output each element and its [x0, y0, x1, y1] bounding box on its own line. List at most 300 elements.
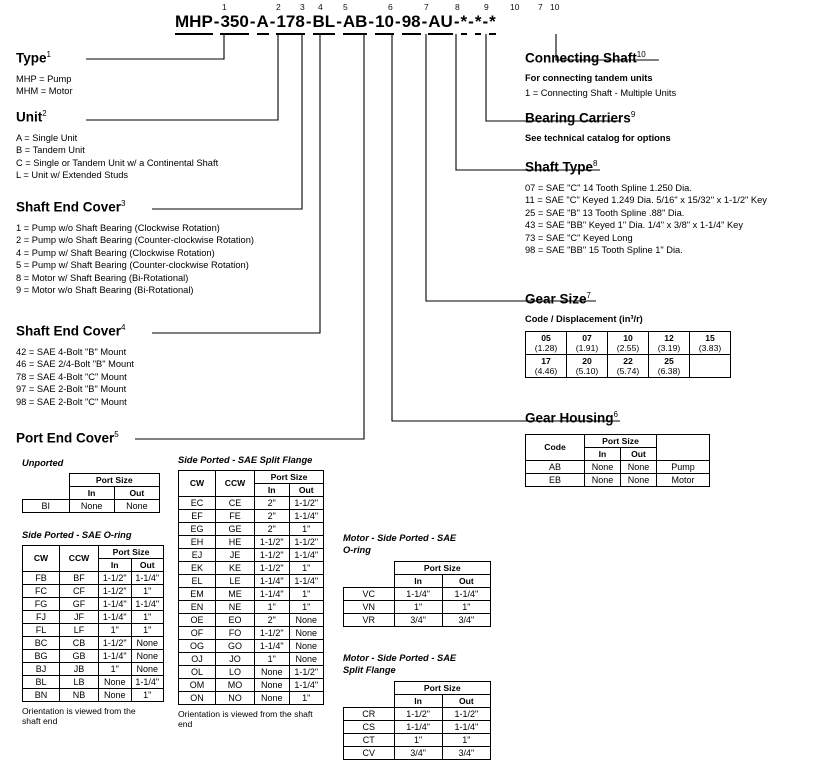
cell-code: BG: [23, 649, 60, 662]
table-row: [23, 649, 164, 662]
table-row: [179, 587, 324, 600]
cell-out: 1": [289, 561, 324, 574]
list-item: 2 = Pump w/o Shaft Bearing (Counter-clockwise Rotation): [16, 235, 254, 246]
code-token-opt2: *: [475, 12, 482, 35]
cell-code: FO: [216, 626, 255, 639]
cell-in: 2": [255, 522, 290, 535]
cell-in: None: [255, 665, 290, 678]
cell-out: 1-1/2": [289, 665, 324, 678]
cell-code: EC: [179, 496, 216, 509]
blank-header: [23, 473, 70, 486]
list-item: 73 = SAE "C" Keyed Long: [525, 232, 633, 243]
section-connecting-shaft: [525, 50, 676, 100]
cell-in: 1-1/4": [99, 597, 132, 610]
list-item: 1 = Connecting Shaft - Multiple Units: [525, 88, 677, 99]
port-size-header: Port Size: [394, 682, 491, 695]
list-item: 5 = Pump w/ Shaft Bearing (Counter-clockwise Rotation): [16, 260, 249, 271]
cell-code: FG: [23, 597, 60, 610]
cell-code: BF: [60, 571, 99, 584]
table-caption: Motor - Side Ported - SAE Split Flange: [343, 653, 457, 675]
port-size-header: Port Size: [585, 434, 657, 447]
cell-code: OL: [179, 665, 216, 678]
table-row: [23, 610, 164, 623]
list-item: 98 = SAE "BB" 15 Tooth Spline 1" Dia.: [525, 245, 683, 256]
code-token-series: 350: [220, 12, 248, 35]
blank-header: [344, 562, 395, 588]
code-num: 8: [455, 2, 460, 12]
table-row: [179, 522, 324, 535]
section-title: Gear Size$^7$: [525, 291, 591, 307]
cell-gear-size: [690, 355, 731, 378]
cell-code: CV: [344, 747, 395, 760]
cell-code: EN: [179, 600, 216, 613]
table-motor-split-flange: [343, 653, 491, 760]
table-row: [23, 675, 164, 688]
cell-code: EF: [179, 509, 216, 522]
cell-in: None: [99, 688, 132, 701]
table-side-ported-oring: [22, 530, 164, 727]
cell-in: 1-1/2": [99, 571, 132, 584]
table-row: [344, 721, 491, 734]
section-title: Gear Housing$^6$: [525, 410, 618, 426]
list-item: 78 = SAE 4-Bolt "C" Mount: [16, 371, 127, 382]
code-num: 3: [300, 2, 305, 12]
code-dash: -: [305, 12, 312, 31]
cell-out: 1": [442, 601, 490, 614]
cell-code: BJ: [23, 662, 60, 675]
cell-out: 1": [289, 587, 324, 600]
code-token-sec4: 78: [286, 12, 305, 35]
col-in: In: [99, 558, 132, 571]
col-out: Out: [289, 483, 324, 496]
section-title: Shaft Type$^8$: [525, 159, 598, 175]
code-dash: -: [368, 12, 375, 31]
list-item: 11 = SAE "C" Keyed 1.249 Dia. 5/16" x 15/32" x 1-1/2" Key: [525, 195, 767, 206]
cell-type: Motor: [657, 473, 710, 486]
cell-code: OG: [179, 639, 216, 652]
cell-code: JF: [60, 610, 99, 623]
table-row: [179, 496, 324, 509]
cell-in: 1": [394, 734, 442, 747]
table-row: [526, 355, 731, 378]
section-title: Port End Cover$^5$: [16, 430, 119, 446]
cell-code: AB: [526, 460, 585, 473]
cell-code: LF: [60, 623, 99, 636]
table-unported: [22, 458, 160, 513]
col-ccw: CCW: [60, 545, 99, 571]
table-row: [179, 652, 324, 665]
cell-out: 1-1/2": [289, 535, 324, 548]
code-dash: -: [249, 12, 256, 31]
cell-in: 2": [255, 496, 290, 509]
code-num: 1: [222, 2, 227, 12]
cell-code: EH: [179, 535, 216, 548]
table-row: [23, 636, 164, 649]
col-out: Out: [131, 558, 164, 571]
cell-in: 1-1/2": [255, 561, 290, 574]
cell-in: 2": [255, 613, 290, 626]
code-token-opt3: *: [489, 12, 496, 35]
table-row: [179, 665, 324, 678]
model-code-string: [175, 12, 496, 35]
table-caption: Side Ported - SAE Split Flange: [178, 455, 313, 465]
table-row: [179, 561, 324, 574]
port-size-header: Port Size: [69, 473, 160, 486]
cell-code: EJ: [179, 548, 216, 561]
cell-gear-size: 22 (5.74): [608, 355, 649, 378]
cell-out: None: [289, 639, 324, 652]
cell-code: HE: [216, 535, 255, 548]
code-dash: -: [453, 12, 460, 31]
table-motor-oring: [343, 533, 491, 627]
section-unit: [16, 109, 218, 182]
table-caption: Unported: [22, 458, 64, 468]
cell-out: 1": [289, 691, 324, 704]
cell-code: CF: [60, 584, 99, 597]
col-cw: CW: [23, 545, 60, 571]
col-in: In: [394, 575, 442, 588]
cell-code: EM: [179, 587, 216, 600]
cell-code: CR: [344, 708, 395, 721]
cell-out: 1-1/4": [131, 571, 164, 584]
cell-in: 1": [99, 623, 132, 636]
table-row: [23, 688, 164, 701]
table-note: Orientation is viewed from the shaft end: [22, 705, 136, 726]
list-item: L = Unit w/ Extended Studs: [16, 170, 129, 181]
code-token-opt1: *: [461, 12, 468, 35]
cell-code: FB: [23, 571, 60, 584]
cell-out: 1-1/4": [442, 588, 490, 601]
code-num: 7: [424, 2, 429, 12]
table-row: [23, 662, 164, 675]
cell-in: 1-1/4": [255, 639, 290, 652]
cell-in: 1-1/2": [255, 626, 290, 639]
cell-code: LO: [216, 665, 255, 678]
cell-in: 1": [255, 600, 290, 613]
cell-out: 1-1/4": [289, 574, 324, 587]
table-row: [179, 509, 324, 522]
cell-out: 1-1/4": [289, 678, 324, 691]
list-item: 9 = Motor w/o Shaft Bearing (Bi-Rotational): [16, 285, 194, 296]
section-title: Type$^1$: [16, 50, 51, 66]
cell-out: 1-1/2": [442, 708, 490, 721]
code-token-sec3: 1: [276, 12, 285, 35]
table-row: [23, 571, 164, 584]
cell-gear-size: 07 (1.91): [567, 332, 608, 355]
section-gear-size: [525, 291, 731, 378]
code-num: 7: [538, 2, 543, 12]
table-row: [23, 584, 164, 597]
col-code: Code: [526, 434, 585, 460]
cell-gear-size: 05 (1.28): [526, 332, 567, 355]
list-item: 07 = SAE "C" 14 Tooth Spline 1.250 Dia.: [525, 182, 692, 193]
code-num: 4: [318, 2, 323, 12]
cell-code: VR: [344, 614, 395, 627]
code-num: 5: [343, 2, 348, 12]
code-token-pec: BL: [313, 12, 336, 35]
cell-out: 1": [289, 522, 324, 535]
section-title: Unit$^2$: [16, 109, 47, 125]
cell-code: GF: [60, 597, 99, 610]
table-row: [344, 708, 491, 721]
section-title: Connecting Shaft$^{10}$: [525, 50, 646, 66]
code-num: 10: [510, 2, 520, 12]
cell-out: 3/4": [442, 747, 490, 760]
cell-out: 1-1/4": [131, 597, 164, 610]
section-bearing-carriers: [525, 110, 671, 144]
cell-code: JE: [216, 548, 255, 561]
cell-code: NO: [216, 691, 255, 704]
cell-out: 1-1/4": [442, 721, 490, 734]
cell-code: EK: [179, 561, 216, 574]
cell-code: NB: [60, 688, 99, 701]
section-title: Shaft End Cover$^4$: [16, 323, 126, 339]
cell-in: 1-1/2": [255, 535, 290, 548]
cell-code: LB: [60, 675, 99, 688]
table-caption: Motor - Side Ported - SAE O-ring: [343, 533, 457, 555]
cell-code: KE: [216, 561, 255, 574]
section-port-end-cover: [16, 430, 119, 446]
cell-code: CB: [60, 636, 99, 649]
cell-out: None: [131, 649, 164, 662]
table-row: [179, 613, 324, 626]
cell-in: None: [69, 499, 114, 512]
cell-gear-size: 15 (3.83): [690, 332, 731, 355]
cell-in: 1": [99, 662, 132, 675]
table-row: [344, 588, 491, 601]
cell-code: GB: [60, 649, 99, 662]
cell-out: None: [114, 499, 159, 512]
code-token-shaft: 98: [402, 12, 421, 35]
col-out: Out: [621, 447, 657, 460]
cell-code: FJ: [23, 610, 60, 623]
cell-in: None: [255, 691, 290, 704]
code-token-type: MHP: [175, 12, 213, 35]
cell-out: None: [131, 662, 164, 675]
cell-gear-size: 12 (3.19): [649, 332, 690, 355]
cell-code: FC: [23, 584, 60, 597]
blank-header: [657, 434, 710, 460]
cell-in: 1": [394, 601, 442, 614]
table-row: [23, 623, 164, 636]
cell-code: EO: [216, 613, 255, 626]
cell-in: 3/4": [394, 747, 442, 760]
table-row: [344, 734, 491, 747]
cell-code: BN: [23, 688, 60, 701]
cell-out: 1-1/4": [289, 509, 324, 522]
cell-code: VN: [344, 601, 395, 614]
list-item: 43 = SAE "BB" Keyed 1" Dia. 1/4" x 3/8" x 1-1/4" Key: [525, 220, 743, 231]
section-shaft-type: [525, 159, 767, 257]
cell-code: OJ: [179, 652, 216, 665]
code-num: 2: [276, 2, 281, 12]
table-row: [179, 691, 324, 704]
code-token-gear: 10: [375, 12, 394, 35]
table-row: [179, 600, 324, 613]
table-row: [344, 601, 491, 614]
cell-gear-size: 17 (4.46): [526, 355, 567, 378]
section-subtitle: Code / Displacement (in³/r): [525, 313, 643, 324]
list-item: C = Single or Tandem Unit w/ a Continental Shaft: [16, 157, 219, 168]
cell-out: 1-1/2": [289, 496, 324, 509]
table-row: [344, 747, 491, 760]
section-title: Shaft End Cover$^3$: [16, 199, 126, 215]
cell-code: FL: [23, 623, 60, 636]
cell-code: GE: [216, 522, 255, 535]
cell-code: EL: [179, 574, 216, 587]
table-row: [526, 332, 731, 355]
col-out: Out: [114, 486, 159, 499]
table-row: [179, 626, 324, 639]
table-row: [344, 614, 491, 627]
cell-in: None: [585, 473, 621, 486]
cell-code: BL: [23, 675, 60, 688]
table-note: Orientation is viewed from the shaft end: [178, 708, 313, 729]
cell-in: 1-1/2": [99, 636, 132, 649]
port-size-header: Port Size: [394, 562, 491, 575]
col-in: In: [585, 447, 621, 460]
cell-out: 1": [131, 623, 164, 636]
cell-in: 3/4": [394, 614, 442, 627]
list-item: 25 = SAE "B" 13 Tooth Spline .88" Dia.: [525, 207, 685, 218]
code-dash: -: [468, 12, 474, 31]
cell-in: None: [99, 675, 132, 688]
list-item: MHP = Pump: [16, 73, 72, 84]
col-ccw: CCW: [216, 470, 255, 496]
cell-code: JO: [216, 652, 255, 665]
code-dash: -: [213, 12, 220, 31]
list-item: MHM = Motor: [16, 86, 73, 97]
section-subtitle: See technical catalog for options: [525, 132, 671, 143]
list-item: 1 = Pump w/o Shaft Bearing (Clockwise Rotation): [16, 222, 220, 233]
cell-out: None: [289, 652, 324, 665]
code-token-unit: A: [257, 12, 269, 35]
col-cw: CW: [179, 470, 216, 496]
section-title: Bearing Carriers$^9$: [525, 110, 636, 126]
table-row: [179, 678, 324, 691]
code-num: 10: [550, 2, 560, 12]
table-caption: Side Ported - SAE O-ring: [22, 530, 132, 540]
section-subtitle: For connecting tandem units: [525, 72, 653, 83]
cell-out: 3/4": [442, 614, 490, 627]
table-row: [179, 548, 324, 561]
cell-out: None: [621, 460, 657, 473]
table-side-ported-split-flange: [178, 455, 348, 730]
cell-code: BC: [23, 636, 60, 649]
code-token-housing: AB: [343, 12, 368, 35]
cell-code: EG: [179, 522, 216, 535]
cell-in: 2": [255, 509, 290, 522]
cell-code: OE: [179, 613, 216, 626]
cell-code: OM: [179, 678, 216, 691]
col-out: Out: [442, 575, 490, 588]
col-in: In: [69, 486, 114, 499]
cell-gear-size: 10 (2.55): [608, 332, 649, 355]
list-item: 42 = SAE 4-Bolt "B" Mount: [16, 346, 127, 357]
cell-out: 1": [131, 584, 164, 597]
code-num: 6: [388, 2, 393, 12]
cell-code: FE: [216, 509, 255, 522]
cell-out: 1-1/4": [289, 548, 324, 561]
cell-out: 1-1/4": [131, 675, 164, 688]
cell-code: LE: [216, 574, 255, 587]
cell-code: VC: [344, 588, 395, 601]
table-row: [179, 574, 324, 587]
code-dash: -: [395, 12, 401, 31]
table-row: [179, 535, 324, 548]
table-row: [23, 597, 164, 610]
cell-out: 1": [289, 600, 324, 613]
cell-code: GO: [216, 639, 255, 652]
list-item: 8 = Motor w/ Shaft Bearing (Bi-Rotational): [16, 272, 189, 283]
col-out: Out: [442, 695, 490, 708]
cell-gear-size: 20 (5.10): [567, 355, 608, 378]
section-type: [16, 50, 73, 98]
code-dash: -: [421, 12, 428, 31]
cell-code: CE: [216, 496, 255, 509]
cell-in: 1-1/4": [99, 649, 132, 662]
cell-out: 1": [442, 734, 490, 747]
cell-code: OF: [179, 626, 216, 639]
code-num: 9: [484, 2, 489, 12]
cell-in: 1-1/2": [394, 708, 442, 721]
cell-out: None: [621, 473, 657, 486]
col-in: In: [255, 483, 290, 496]
cell-code: JB: [60, 662, 99, 675]
cell-out: None: [289, 626, 324, 639]
cell-in: None: [255, 678, 290, 691]
cell-gear-size: 25 (6.38): [649, 355, 690, 378]
port-size-header: Port Size: [255, 470, 324, 483]
col-in: In: [394, 695, 442, 708]
list-item: B = Tandem Unit: [16, 145, 85, 156]
cell-code: BI: [23, 499, 70, 512]
cell-in: 1-1/4": [255, 574, 290, 587]
code-dash: -: [269, 12, 276, 31]
table-row: [526, 473, 710, 486]
list-item: 46 = SAE 2/4-Bolt "B" Mount: [16, 359, 134, 370]
cell-in: 1-1/4": [394, 721, 442, 734]
cell-type: Pump: [657, 460, 710, 473]
blank-header: [344, 682, 395, 708]
section-gear-housing: [525, 410, 710, 487]
cell-in: 1-1/2": [255, 548, 290, 561]
cell-in: 1-1/4": [394, 588, 442, 601]
cell-code: ME: [216, 587, 255, 600]
section-shaft-end-cover-4: [16, 323, 134, 408]
cell-in: 1-1/4": [99, 610, 132, 623]
table-row: [179, 639, 324, 652]
list-item: 4 = Pump w/ Shaft Bearing (Clockwise Rotation): [16, 247, 215, 258]
cell-in: 1-1/4": [255, 587, 290, 600]
cell-out: 1": [131, 610, 164, 623]
section-shaft-end-cover-3: [16, 199, 254, 297]
cell-in: 1-1/2": [99, 584, 132, 597]
cell-in: 1": [255, 652, 290, 665]
cell-code: NE: [216, 600, 255, 613]
list-item: A = Single Unit: [16, 132, 78, 143]
port-size-header: Port Size: [99, 545, 164, 558]
table-row: [23, 499, 160, 512]
blank-header: [23, 486, 70, 499]
code-token-carrier: AU: [428, 12, 453, 35]
code-dash: -: [336, 12, 342, 31]
cell-in: None: [585, 460, 621, 473]
list-item: 98 = SAE 2-Bolt "C" Mount: [16, 396, 127, 407]
cell-code: CT: [344, 734, 395, 747]
cell-code: EB: [526, 473, 585, 486]
cell-out: 1": [131, 688, 164, 701]
